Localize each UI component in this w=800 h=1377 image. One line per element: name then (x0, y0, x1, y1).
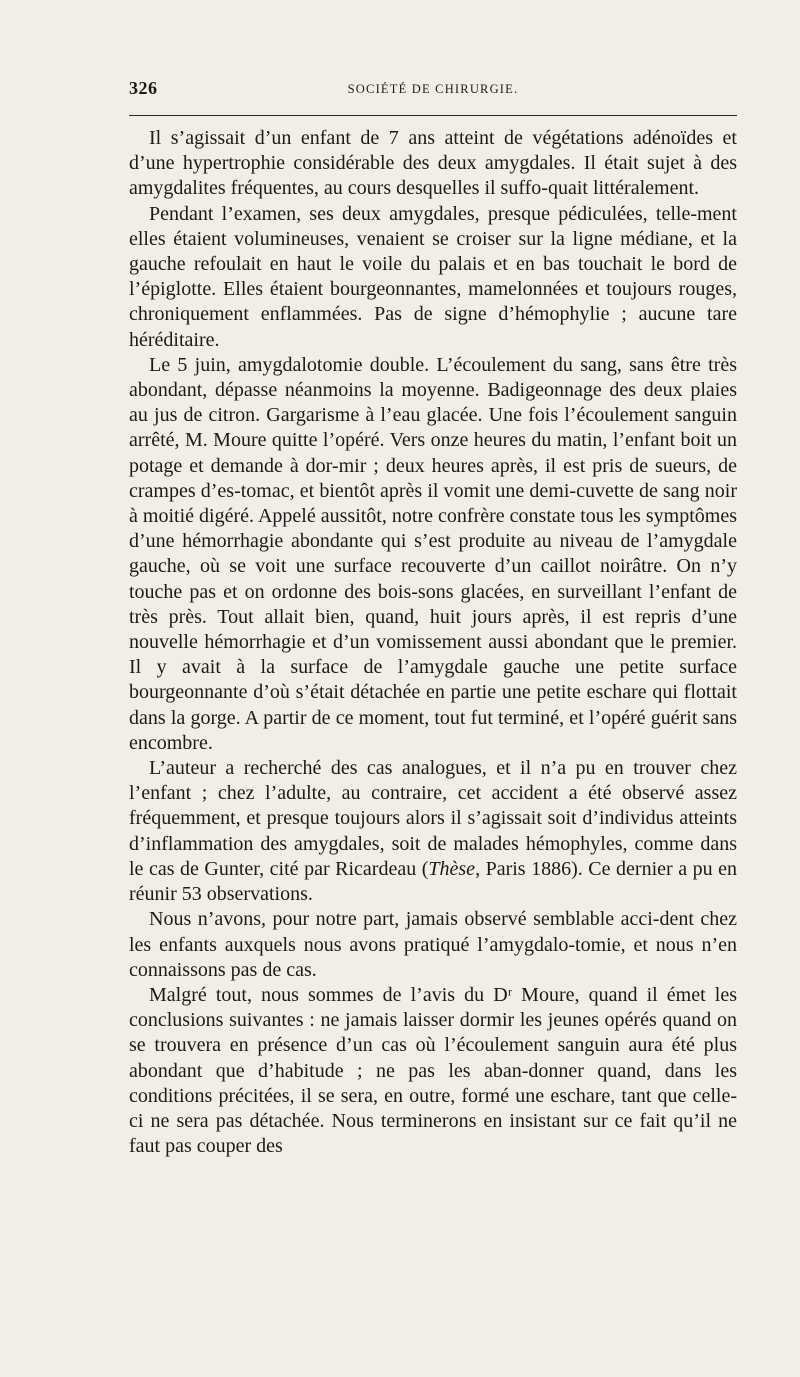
paragraph: Pendant l’examen, ses deux amygdales, presque pédiculées, telle-ment elles étaient volumineuses, venaient se croiser sur la ligne médiane, et la gauche refoulait en haut le voile du palais et en bas touchait le bord de l’épiglotte. Elles étaient bourgeonnantes, mamelonnées et toujours rouges, chroniquement enflammées. Pas de signe d’hémophylie ; aucune tare héréditaire. (129, 202, 737, 351)
paragraph: Il s’agissait d’un enfant de 7 ans atteint de végétations adénoïdes et d’une hypertrophie considérable des deux amygdales. Il était sujet à des amygdalites fréquentes, au cours desquelles il suffo-quait littéralement. (129, 127, 737, 200)
paragraph: Nous n’avons, pour notre part, jamais observé semblable acci-dent chez les enfants auxquels nous avons pratiqué l’amygdalo-tomie, et nous n’en connaissons pas de cas. (129, 908, 737, 981)
paragraph-text: , Paris 1886). Ce dernier a pu en réunir 53 observations. (129, 857, 737, 906)
page-header (129, 78, 737, 102)
paragraph (129, 756, 737, 907)
paragraph-text: L’auteur a recherché des cas analogues, et il n’a pu en trouver chez l’enfant ; chez l’adulte, au contraire, cet accident a été observé assez fréquemment, et presque toujours alors il s’agissait soit d’individus atteints d’inflammation des amygdales, soit de malades hémophyles, comme dans le cas de Gunter, cité par Ricardeau ( (129, 757, 737, 880)
paragraph: Malgré tout, nous sommes de l’avis du Dʳ Moure, quand il émet les conclusions suivantes : ne jamais laisser dormir les jeunes opérés quand on se trouvera en présence d’un cas où l’écoulement sanguin aura été plus abondant que d’habitude ; ne pas les aban-donner quand, dans les conditions précitées, il se sera, en outre, formé une eschare, tant que celle-ci ne sera pas détachée. Nous terminerons en insistant sur ce fait qu’il ne faut pas couper des (129, 983, 737, 1158)
header-rule (129, 115, 737, 116)
paragraph: Le 5 juin, amygdalotomie double. L’écoulement du sang, sans être très abondant, dépasse néanmoins la moyenne. Badigeonnage des deux plaies au jus de citron. Gargarisme à l’eau glacée. Une fois l’écoulement sanguin arrêté, M. Moure quitte l’opéré. Vers onze heures du matin, l’enfant boit un potage et demande à dor-mir ; deux heures après, il est pris de sueurs, de crampes d’es-tomac, et bientôt après il vomit une demi-cuvette de sang noir à moitié digéré. Appelé aussitôt, notre confrère constate tous les symptômes d’une hémorrhagie abondante qui s’est produite au niveau de l’amygdale gauche, où se voit une surface recouverte d’un caillot noirâtre. On n’y touche pas et on ordonne des bois-sons glacées, en surveillant l’enfant de très près. Tout allait bien, quand, huit jours après, il est repris d’une nouvelle hémorrhagie et d’un vomissement aussi abondant que le premier. Il y avait à la surface de l’amygdale gauche une petite surface bourgeonnante d’où s’était détachée en partie une petite eschare qui flottait dans la gorge. A partir de ce moment, tout fut terminé, et l’opéré guérit sans encombre. (129, 353, 737, 754)
page-number: 326 (129, 78, 158, 98)
running-head: SOCIÉTÉ DE CHIRURGIE. (347, 82, 519, 96)
body-text (129, 126, 737, 1159)
italic-title: Thèse (428, 857, 476, 880)
